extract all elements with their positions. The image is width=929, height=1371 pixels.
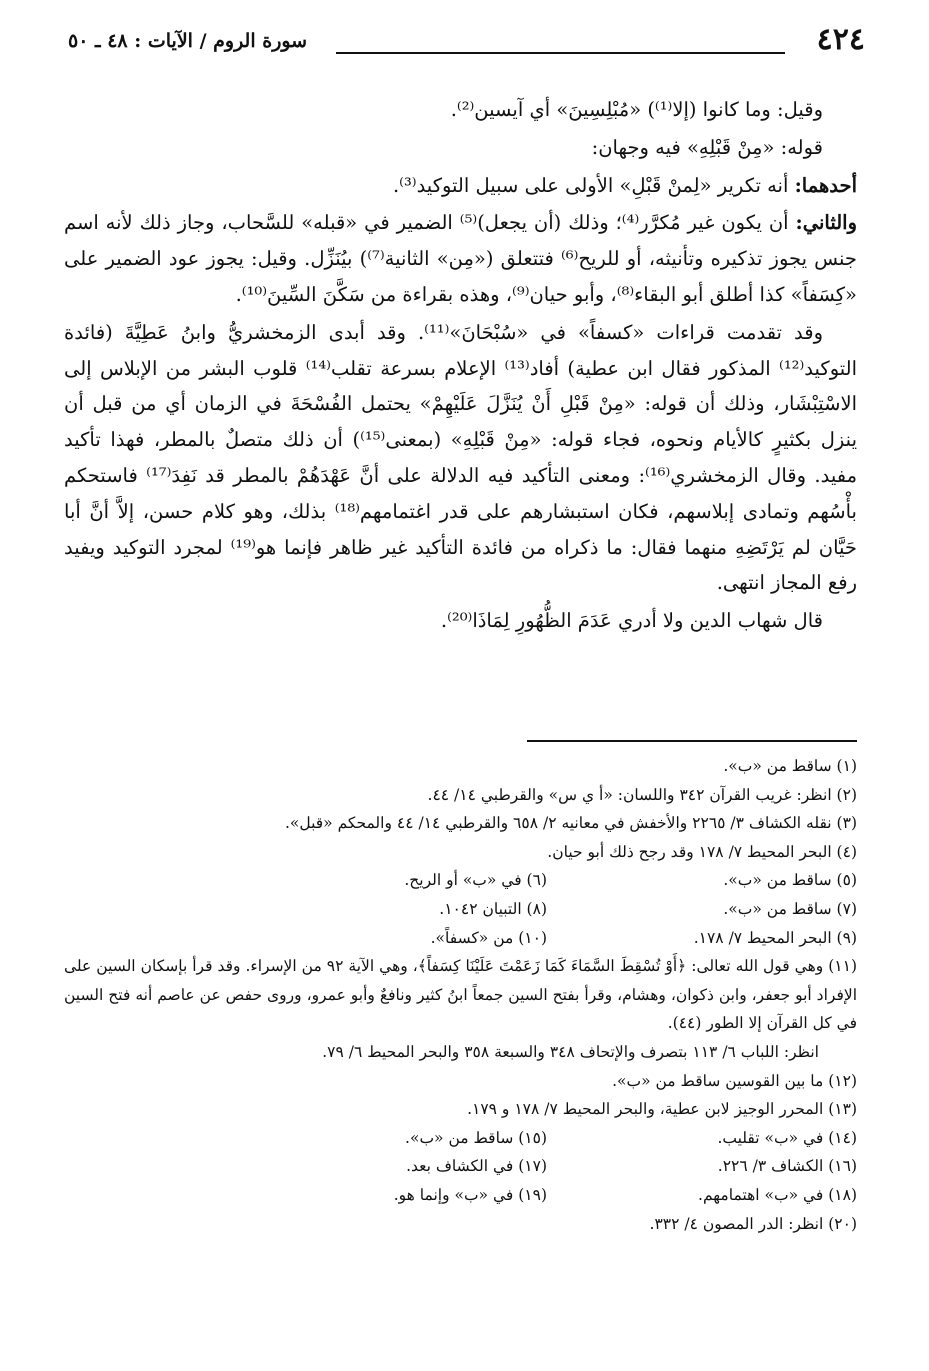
footnote-11-sources: انظر: اللباب ٦/ ١١٣ بتصرف والإتحاف ٣٤٨ والسبعة ٣٥٨ والبحر المحيط ٦/ ٧٩. [322,1042,819,1061]
paragraph-4 [64,205,857,312]
footnote-separator [527,740,857,742]
footnote-2: (٢) انظر: غريب القرآن ٣٤٢ واللسان: «أ ي س» والقرطبي ١٤/ ٤٤. [427,785,857,804]
footnote-16: (١٦) الكشاف ٣/ ٢٢٦. [717,1157,857,1176]
footnote-19: (١٩) في «ب» وإنما هو. [393,1185,547,1204]
paragraph-6: قال شهاب الدين ولا أدري عَدَمَ الظُّهُورِ لِمَاذَا⁽²⁰⁾. [440,609,823,633]
paragraph-3 [64,168,857,204]
footnote-3: (٣) نقله الكشاف ٣/ ٢٢٦٥ والأخفش في معانيه ٢/ ٦٥٨ والقرطبي ١٤/ ٤٤ والمحكم «قبل». [284,814,857,833]
footnote-11: (١١) وهي قول الله تعالى: ﴿أَوْ تُسْقِطَ السَّمَاءَ كَمَا زَعَمْتَ عَلَيْنَا كِسَفاً﴾، وهي الآية ٩٢ من الإسراء. وقد قرأ بإسكان السين على الإفراد أبو جعفر، وابن ذكوان، وهشام، وقرأ بفتح السين جمعاً ابنُ كثير ونافعٌ وأبو عمرو، وروى حفص عن عاصم أنه فتح السين في كل القرآن إلا الطور (٤٤). [64,957,857,1033]
footnote-12: (١٢) ما بين القوسين ساقط من «ب». [612,1071,857,1090]
footnote-1: (١) ساقط من «ب». [723,757,857,775]
footnote-5: (٥) ساقط من «ب». [723,871,857,890]
first-aspect-label: أحدهما: [794,173,857,197]
page-number: ٤٢٤ [816,22,865,57]
footnote-18: (١٨) في «ب» اهتمامهم. [698,1185,857,1204]
paragraph-2: قوله: «مِنْ قَبْلِهِ» فيه وجهان: [591,135,823,159]
page-header [68,22,865,70]
footnote-9: (٩) البحر المحيط ٧/ ١٧٨. [693,928,857,947]
second-aspect-text: أن يكون غير مُكرَّر⁽⁴⁾؛ وذلك (أن يجعل)⁽⁵⁾ الضمير في «قبله» للسَّحاب، وجاز ذلك لأنه اسم جنس يجوز تذكيره وتأنيثه، أو للريح⁽⁶⁾ فتتعلق («مِن» الثانية⁽⁷⁾) بيُنَزِّل. وقيل: يجوز عود الضمير على «كِسَفاً» كذا أطلق أبو البقاء⁽⁸⁾، وأبو حيان⁽⁹⁾، وهذه بقراءة من سَكَّنَ السِّينَ⁽¹⁰⁾. [64,211,857,306]
second-aspect-label: والثاني: [795,211,857,235]
header-rule [336,52,785,54]
footnote-20: (٢٠) انظر: الدر المصون ٤/ ٣٣٢. [649,1214,857,1233]
footnote-7: (٧) ساقط من «ب». [723,899,857,918]
footnote-17: (١٧) في الكشاف بعد. [406,1157,547,1176]
paragraph-1: وقيل: وما كانوا (إلا⁽¹⁾) «مُبْلِسِينَ» أي آيسين⁽²⁾. [450,98,823,121]
footnote-13: (١٣) المحرر الوجيز لابن عطية، والبحر المحيط ٧/ ١٧٨ و ١٧٩. [467,1100,857,1119]
footnote-row [64,1152,857,1181]
footnote-row [64,1181,857,1210]
footnote-6: (٦) في «ب» أو الريح. [404,871,547,890]
footnote-row [64,924,857,953]
footnote-4: (٤) البحر المحيط ٧/ ١٧٨ وقد رجح ذلك أبو حيان. [547,842,857,861]
running-title: سورة الروم / الآيات : ٤٨ ـ ٥٠ [68,30,308,52]
footnotes [64,752,857,1238]
paragraph-5: وقد تقدمت قراءات «كسفاً» في «سُبْحَانَ»⁽¹¹⁾. وقد أبدى الزمخشريُّ وابنُ عَطِيَّةَ (فائدة التوكيد⁽¹²⁾ المذكور فقال ابن عطية) أفاد⁽¹³⁾ الإعلام بسرعة تقلب⁽¹⁴⁾ قلوب البشر من الإبلاس إلى الاسْتِبْشَار، وذلك أن قوله: «مِنْ قَبْلِ أَنْ يُنَزَّلَ عَلَيْهِمْ» يحتمل الفُسْحَةَ في الزمان أي من قبل أن ينزل بكثيرٍ كالأيام ونحوه، فجاء قوله: «مِنْ قَبْلِهِ» (بمعنى⁽¹⁵⁾) أن ذلك متصلٌ بالمطر، فهذا تأكيد مفيد. وقال الزمخشري⁽¹⁶⁾: ومعنى التأكيد فيه الدلالة على أنَّ عَهْدَهُمْ بالمطر قد نَفِدَ⁽¹⁷⁾ فاستحكم بأْسُهم وتمادى إبلاسهم، فكان استبشارهم على قدر اغتمامهم⁽¹⁸⁾ بذلك، وهو كلام حسن، إلاَّ أنَّ أبا حَيَّان لم يَرْتَضِهِ منهما فقال: ما ذكراه من فائدة التأكيد غير ظاهر فإنما هو⁽¹⁹⁾ لمجرد التوكيد ويفيد رفع المجاز انتهى. [64,320,858,595]
main-text [64,92,857,641]
footnote-row [64,1124,857,1153]
footnote-row [64,866,857,895]
footnote-row [64,895,857,924]
footnote-15: (١٥) ساقط من «ب». [405,1128,547,1147]
footnote-8: (٨) التبيان ١٠٤٢. [439,899,547,918]
footnote-10: (١٠) من «كسفاً». [430,928,547,947]
footnote-14: (١٤) في «ب» تقليب. [717,1128,857,1147]
first-aspect-text: أنه تكرير «لِمنْ قَبْلِ» الأولى على سبيل التوكيد⁽³⁾. [392,173,795,197]
